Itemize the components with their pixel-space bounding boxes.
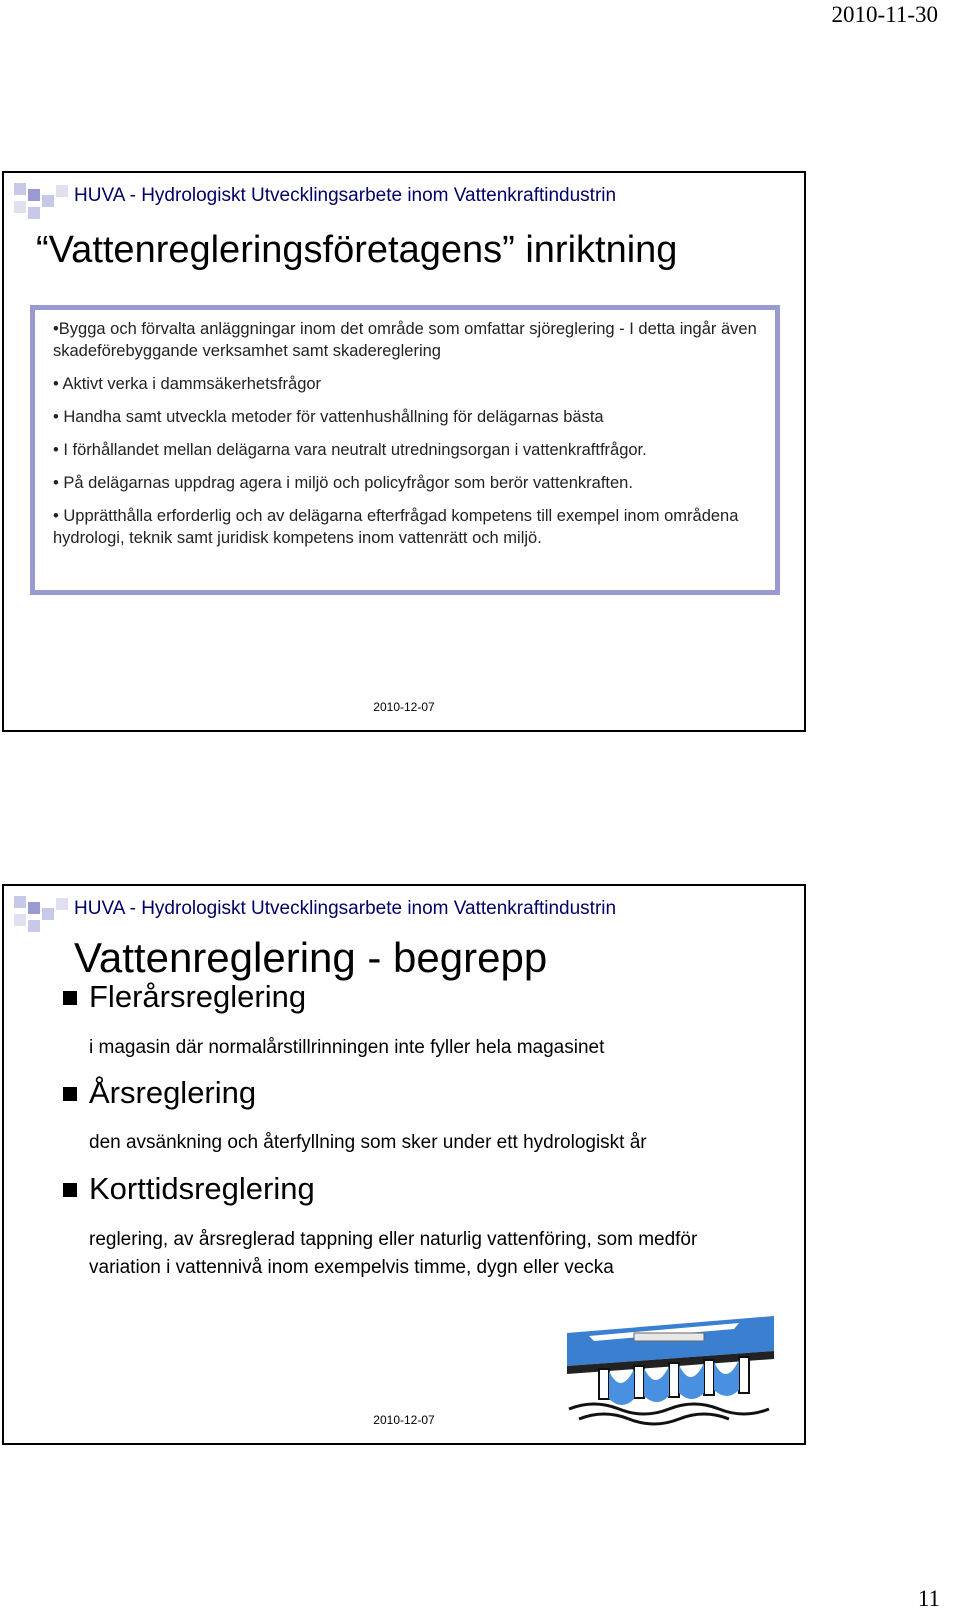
slide-title: Vattenreglering - begrepp — [74, 934, 548, 981]
term-label: Flerårsreglering — [89, 979, 307, 1014]
bullet-item: • Aktivt verka i dammsäkerhetsfrågor — [53, 375, 322, 393]
decorative-squares-icon — [12, 181, 72, 223]
bullet-list — [30, 305, 780, 595]
term-description: i magasin där normalårstillrinningen inte fyller hela magasinet — [89, 1037, 605, 1058]
square-bullet-icon — [63, 991, 77, 1005]
term-korttids — [89, 1171, 315, 1207]
term-flerars — [89, 979, 306, 1015]
slide-header: HUVA - Hydrologiskt Utvecklingsarbete inom Vattenkraftindustrin — [74, 898, 617, 919]
slide-footer-date: 2010-12-07 — [373, 700, 435, 714]
term-ars — [89, 1075, 256, 1111]
decorative-squares-icon — [12, 894, 72, 936]
bullet-item: • Upprätthålla erforderlig och av delägarna efterfrågad kompetens till exempel inom områdena hydrologi, teknik samt juridisk kompetens inom vattenrätt och miljö. — [53, 507, 739, 547]
page-date: 2010-11-30 — [831, 2, 938, 27]
bullet-item: • I förhållandet mellan delägarna vara neutralt utredningsorgan i vattenkraftfrågor. — [53, 441, 647, 459]
slide-footer-date: 2010-12-07 — [373, 1413, 435, 1427]
slide-header: HUVA - Hydrologiskt Utvecklingsarbete inom Vattenkraftindustrin — [74, 185, 617, 206]
bullet-item: •Bygga och förvalta anläggningar inom det område som omfattar sjöreglering - I detta ingår även skadeförebyggande verksamhet samt skadereglering — [53, 320, 757, 360]
square-bullet-icon — [63, 1183, 77, 1197]
term-description: reglering, av årsreglerad tappning eller naturlig vattenföring, som medför variation i vattennivå inom exempelvis timme, dygn eller vecka — [89, 1229, 698, 1278]
square-bullet-icon — [63, 1087, 77, 1101]
dam-illustration-icon — [559, 1311, 789, 1426]
page-number: 11 — [917, 1586, 940, 1611]
slide-inriktning — [2, 171, 806, 732]
slide-title: “Vattenregleringsföretagens” inriktning — [36, 229, 678, 271]
term-description: den avsänkning och återfyllning som sker under ett hydrologiskt år — [89, 1132, 647, 1153]
term-label: Årsreglering — [89, 1075, 257, 1110]
term-label: Korttidsreglering — [89, 1171, 315, 1206]
slide-begrepp — [2, 884, 806, 1445]
bullet-item: • Handha samt utveckla metoder för vattenhushållning för delägarnas bästa — [53, 408, 604, 426]
bullet-item: • På delägarnas uppdrag agera i miljö och policyfrågor som berör vattenkraften. — [53, 474, 633, 492]
